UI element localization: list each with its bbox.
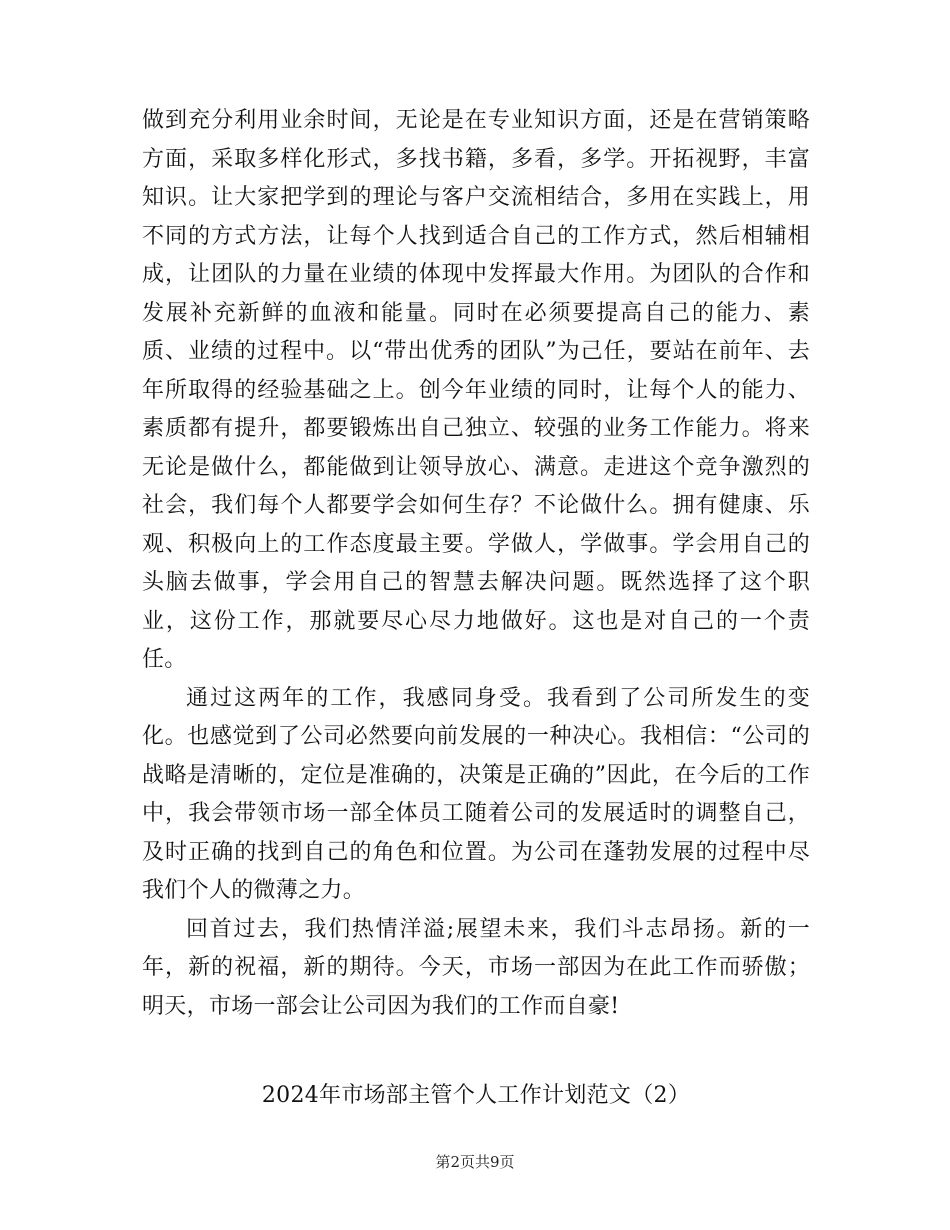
paragraph-closing: 回首过去，我们热情洋溢;展望未来，我们斗志昂扬。新的一年，新的祝福，新的期待。今天，市场一部因为在此工作而骄傲；明天，市场一部会让公司因为我们的工作而自豪! xyxy=(142,916,810,1019)
section-title: 2024年市场部主管个人工作计划范文（2） xyxy=(261,1083,691,1108)
paragraph-continuation: 做到充分利用业余时间，无论是在专业知识方面，还是在营销策略方面，采取多样化形式，多找书籍，多看，多学。开拓视野，丰富知识。让大家把学到的理论与客户交流相结合，多用在实践上，用不同的方式方法，让每个人找到适合自己的工作方式，然后相辅相成，让团队的力量在业绩的体现中发挥最大作用。为团队的合作和发展补充新鲜的血液和能量。同时在必须要提高自己的能力、素质、业绩的过程中。以“带出优秀的团队”为己任，要站在前年、去年所取得的经验基础之上。创今年业绩的同时，让每个人的能力、素质都有提升，都要锻炼出自己独立、较强的业务工作能力。将来无论是做什么，都能做到让领导放心、满意。走进这个竞争激烈的社会，我们每个人都要学会如何生存？不论做什么。拥有健康、乐观、积极向上的工作态度最主要。学做人，学做事。学会用自己的头脑去做事，学会用自己的智慧去解决问题。既然选择了这个职业，这份工作，那就要尽心尽力地做好。这也是对自己的一个责任。 xyxy=(142,108,810,672)
paragraph-work-reflection: 通过这两年的工作，我感同身受。我看到了公司所发生的变化。也感觉到了公司必然要向前发展的一种决心。我相信：“公司的战略是清晰的，定位是准确的，决策是正确的”因此，在今后的工作中，我会带领市场一部全体员工随着公司的发展适时的调整自己，及时正确的找到自己的角色和位置。为公司在蓬勃发展的过程中尽我们个人的微薄之力。 xyxy=(142,685,810,903)
document-body xyxy=(142,102,810,1026)
page-number-footer: 第2页共9页 xyxy=(435,1153,515,1171)
